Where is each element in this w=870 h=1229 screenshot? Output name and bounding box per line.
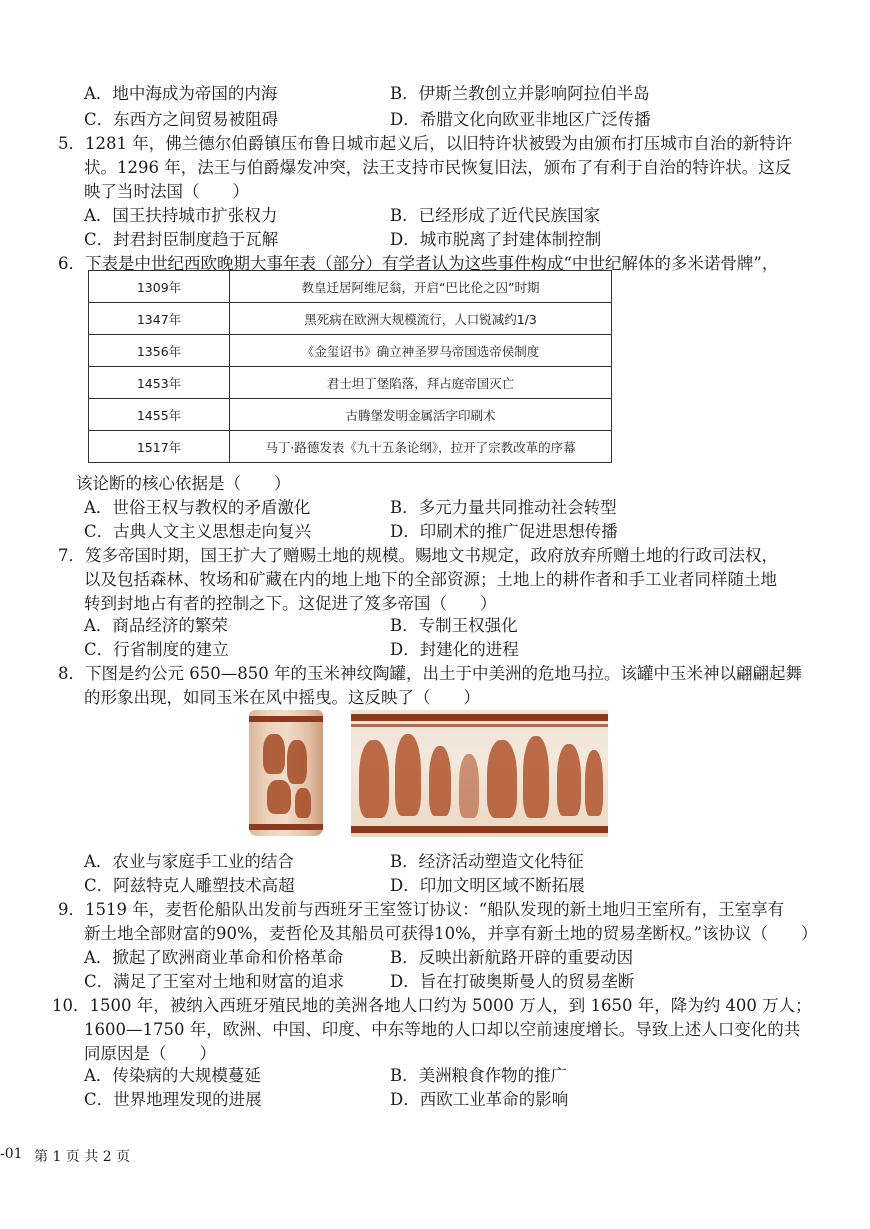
q8-option-a: A．农业与家庭手工业的结合 [84,852,294,871]
q5-stem-line1: 5．1281 年，佛兰德尔伯爵镇压布鲁日城市起义后，以旧特许状被毁为由颁布打压城市自治的新特许 [58,134,793,153]
year-cell: 1309年 [89,271,230,303]
q4-option-d: D．希腊文化向欧亚非地区广泛传播 [390,110,651,129]
q7-stem-line3: 转到封地占有者的控制之下。这促进了笈多帝国（ ） [84,594,497,613]
q5-stem-line2: 状。1296 年，法王与伯爵爆发冲突，法王支持市民恢复旧法，颁布了有利于自治的特许状。这反 [84,158,792,177]
q6-stem-line1: 6．下表是中世纪西欧晚期大事年表（部分）有学者认为这些事件构成“中世纪解体的多米诺骨牌”， [58,254,779,273]
event-cell: 教皇迁居阿维尼翁，开启“巴比伦之囚”时期 [230,271,612,303]
year-cell: 1517年 [89,431,230,463]
q5-option-c: C．封君封臣制度趋于瓦解 [84,230,279,249]
event-cell: 马丁·路德发表《九十五条论纲》，拉开了宗教改革的序幕 [230,431,612,463]
q6-option-a: A．世俗王权与教权的矛盾激化 [84,498,311,517]
year-cell: 1455年 [89,399,230,431]
q10-stem-line1: 10．1500 年，被纳入西班牙殖民地的美洲各地人口约为 5000 万人，到 1650 年，降为约 400 万人； [52,996,812,1015]
q10-option-b: B．美洲粮食作物的推广 [390,1066,568,1085]
q6-option-b: B．多元力量共同推动社会转型 [390,498,617,517]
q9-option-b: B．反映出新航路开辟的重要动因 [390,948,634,967]
q7-option-d: D．封建化的进程 [390,640,519,659]
maize-god-rollout-image [351,710,608,837]
q8-stem-line2: 的形象出现，如同玉米在风中摇曳。这反映了（ ） [84,688,480,707]
q5-option-d: D．城市脱离了封建体制控制 [390,230,602,249]
q10-stem-line2: 1600—1750 年，欧洲、中国、印度、中东等地的人口却以空前速度增长。导致上述人口变化的共 [84,1020,801,1039]
q8-option-d: D．印加文明区域不断拓展 [390,876,585,895]
q4-option-c: C．东西方之间贸易被阻碍 [84,110,279,129]
q10-option-d: D．西欧工业革命的影响 [390,1090,569,1109]
event-cell: 君士坦丁堡陷落，拜占庭帝国灭亡 [230,367,612,399]
event-cell: 古腾堡发明金属活字印刷术 [230,399,612,431]
footer-code: -01 [0,1146,23,1162]
q7-stem-line1: 7．笈多帝国时期，国王扩大了赠赐土地的规模。赐地文书规定，政府放弃所赠土地的行政司法权， [58,546,778,565]
q7-stem-line2: 以及包括森林、牧场和矿藏在内的地上地下的全部资源；土地上的耕作者和手工业者同样随土地 [84,570,777,589]
q9-option-c: C．满足了王室对土地和财富的追求 [84,972,345,991]
q9-option-a: A．掀起了欧洲商业革命和价格革命 [84,948,344,967]
maize-god-vase-image [249,710,323,836]
footer-page-number: 第 1 页 共 2 页 [34,1149,131,1165]
table-row [89,271,612,303]
q10-stem-line3: 同原因是（ ） [84,1044,216,1063]
year-cell: 1453年 [89,367,230,399]
q6-option-d: D．印刷术的推广促进思想传播 [390,522,618,541]
year-cell: 1356年 [89,335,230,367]
event-cell: 《金玺诏书》确立神圣罗马帝国选帝侯制度 [230,335,612,367]
table-row [89,367,612,399]
q8-stem-line1: 8．下图是约公元 650—850 年的玉米神纹陶罐，出土于中美洲的危地马拉。该罐中玉米神以翩翩起舞 [58,664,802,683]
q7-option-c: C．行省制度的建立 [84,640,229,659]
q4-option-a: A．地中海成为帝国的内海 [84,84,278,103]
event-cell: 黑死病在欧洲大规模流行，人口锐减约1/3 [230,303,612,335]
q5-option-b: B．已经形成了近代民族国家 [390,206,601,225]
q4-option-b: B．伊斯兰教创立并影响阿拉伯半岛 [390,84,650,103]
table-row [89,303,612,335]
table-row [89,335,612,367]
q5-stem-line3: 映了当时法国（ ） [84,182,249,201]
q9-stem-line2: 新土地全部财富的90%，麦哲伦及其船员可获得10%，并享有新土地的贸易垄断权。”该协议（ ） [84,924,818,943]
q10-option-c: C．世界地理发现的进展 [84,1090,262,1109]
q8-option-c: C．阿兹特克人雕塑技术高超 [84,876,295,895]
q8-option-b: B．经济活动塑造文化特征 [390,852,584,871]
q9-stem-line1: 9．1519 年，麦哲伦船队出发前与西班牙王室签订协议：“船队发现的新土地归王室所有，王室享有 [58,900,785,919]
q10-option-a: A．传染病的大规模蔓延 [84,1066,261,1085]
q7-option-a: A．商品经济的繁荣 [84,616,228,635]
table-row [89,399,612,431]
events-table [88,270,612,463]
q9-option-d: D．旨在打破奥斯曼人的贸易垄断 [390,972,635,991]
q6-option-c: C．古典人文主义思想走向复兴 [84,522,312,541]
q6-question: 该论断的核心依据是（ ） [76,474,291,493]
q7-option-b: B．专制王权强化 [390,616,518,635]
year-cell: 1347年 [89,303,230,335]
table-row [89,431,612,463]
q5-option-a: A．国王扶持城市扩张权力 [84,206,278,225]
